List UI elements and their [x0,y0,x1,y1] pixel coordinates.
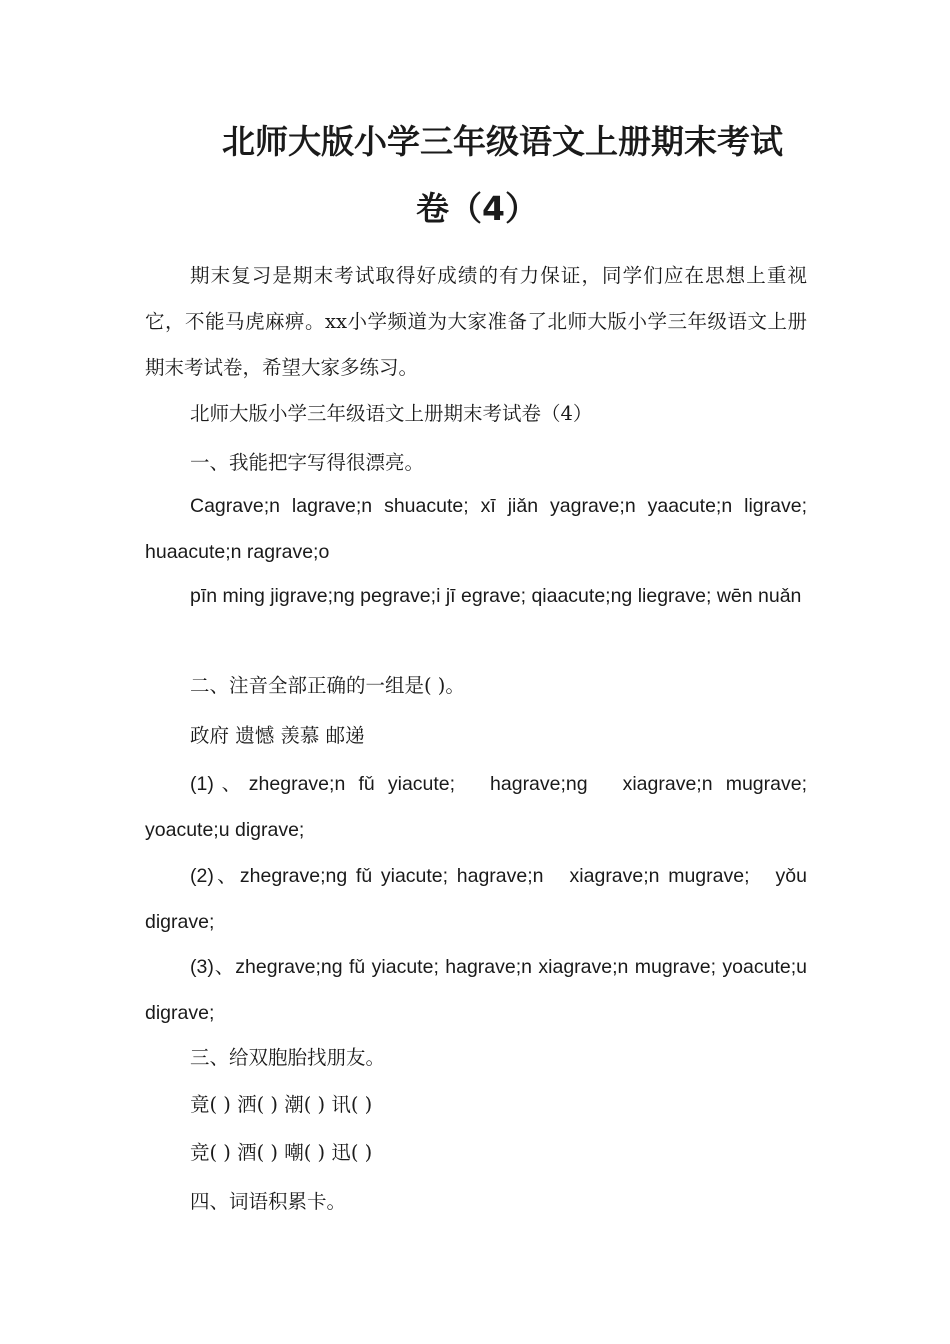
section2-option3: (3)、zhegrave;ng fǔ yiacute; hagrave;n xiagrave;n mugrave; yoacute;u digrave; [145,956,807,1024]
section2-heading: 二、注音全部正确的一组是( )。 [190,674,465,697]
section1-pinyin-line2: pīn ming jigrave;ng pegrave;i jī egrave; qiaacute;ng liegrave; wēn nuǎn [190,585,802,607]
intro-paragraph: 期末复习是期末考试取得好成绩的有力保证，同学们应在思想上重视它，不能马虎麻痹。xx小学频道为大家准备了北师大版小学三年级语文上册期末考试卷，希望大家多练习。 [145,264,807,379]
section1-pinyin-line1: Cagrave;n lagrave;n shuacute; xī jiǎn yagrave;n yaacute;n ligrave; huaacute;n ragrave;o [145,495,807,563]
section3-row1: 竟( ) 洒( ) 潮( ) 讯( ) [190,1093,373,1116]
section3-heading: 三、给双胞胎找朋友。 [190,1046,386,1069]
section2-option1: (1)、zhegrave;n fǔ yiacute; hagrave;ng xiagrave;n mugrave; yoacute;u digrave; [145,773,807,841]
section1-heading: 一、我能把字写得很漂亮。 [190,451,425,474]
document-title-line1: 北师大版小学三年级语文上册期末考试 [222,122,783,161]
document-title-line2: 卷（4） [416,189,538,228]
subtitle-paragraph: 北师大版小学三年级语文上册期末考试卷（4） [190,402,593,425]
section2-words: 政府 遗憾 羡慕 邮递 [190,724,365,747]
section3-row2: 竞( ) 酒( ) 嘲( ) 迅( ) [190,1141,373,1164]
section2-option2: (2)、zhegrave;ng fǔ yiacute; hagrave;n xiagrave;n mugrave; yǒu digrave; [145,865,807,933]
section4-heading: 四、词语积累卡。 [190,1190,347,1213]
